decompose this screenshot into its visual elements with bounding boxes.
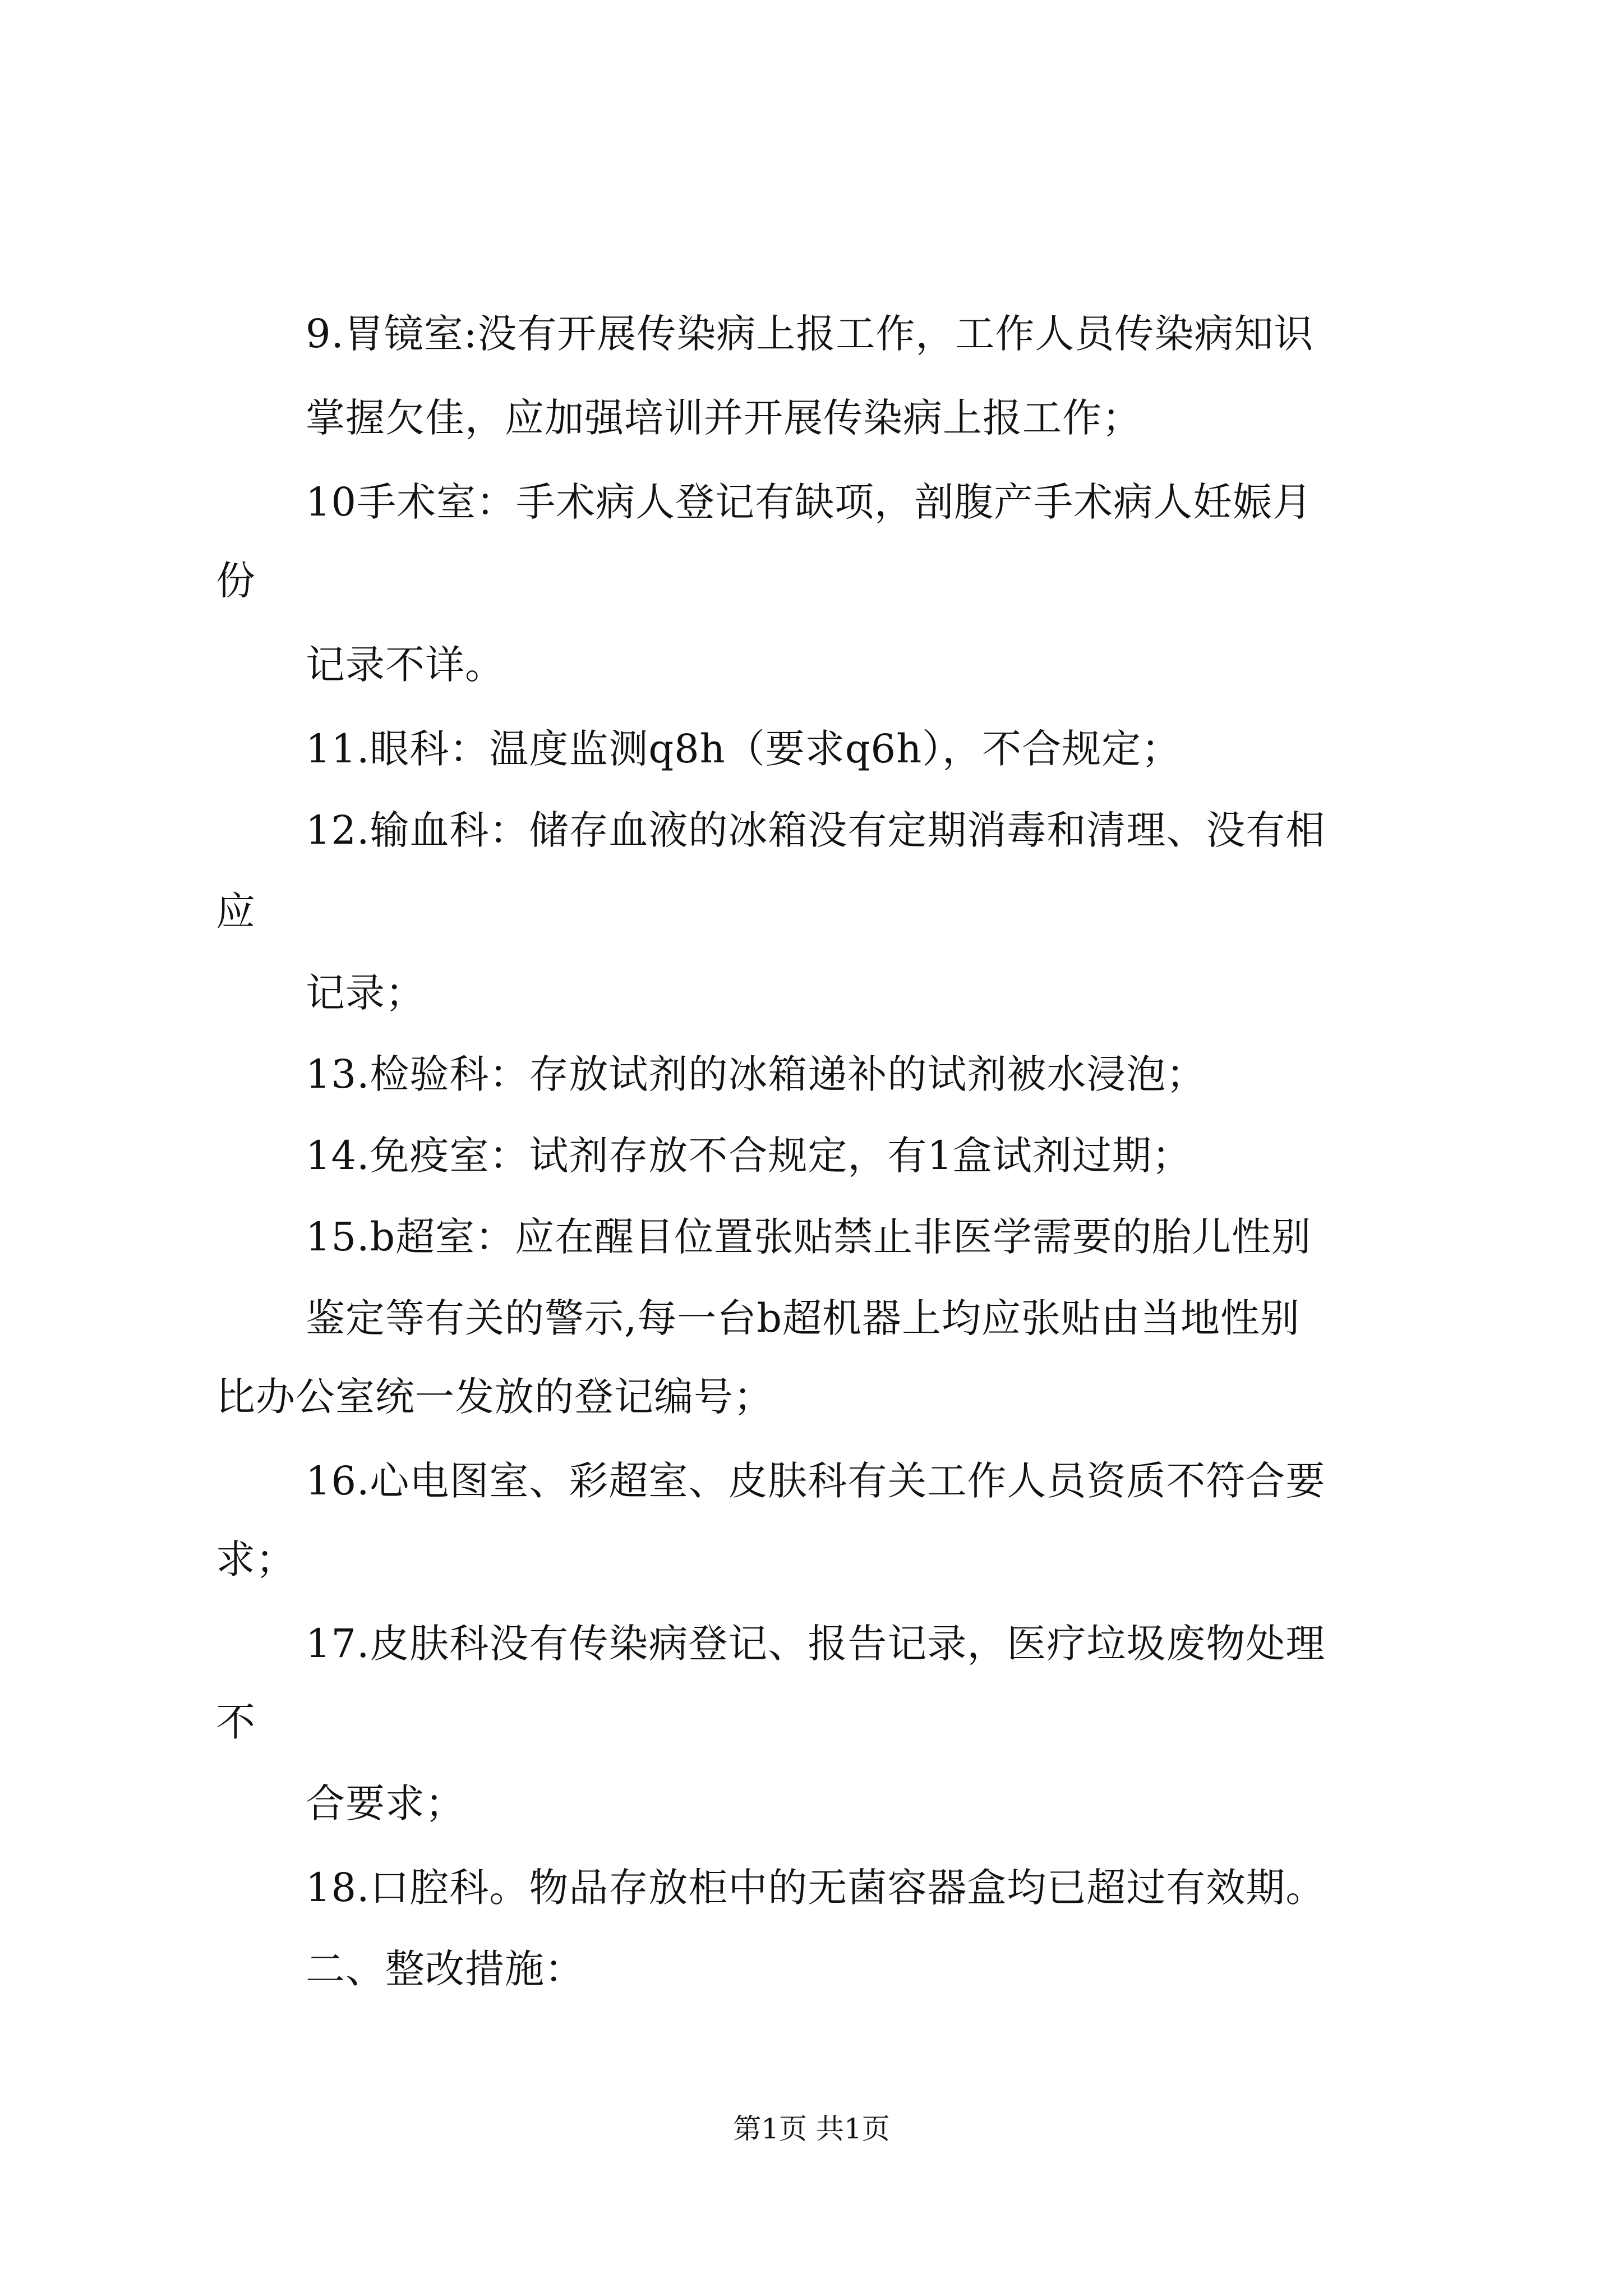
text-line: 求； (216, 1536, 296, 1582)
text-line: 掌握欠佳，应加强培训并开展传染病上报工作； (306, 395, 1142, 441)
text-line: 不 (216, 1699, 256, 1745)
text-line: 记录； (306, 970, 425, 1016)
text-line: 应 (216, 889, 256, 935)
text-line: 11.眼科：温度监测q8h（要求q6h），不合规定； (306, 726, 1182, 772)
text-line: 12.输血科：储存血液的冰箱没有定期消毒和清理、没有相 (306, 807, 1326, 853)
text-line: 16.心电图室、彩超室、皮肤科有关工作人员资质不符合要 (306, 1458, 1326, 1504)
text-line: 合要求； (306, 1780, 465, 1826)
text-line: 份 (216, 558, 256, 604)
text-line: 17.皮肤科没有传染病登记、报告记录，医疗垃圾废物处理 (306, 1621, 1326, 1667)
text-line: 13.检验科：存放试剂的冰箱递补的试剂被水浸泡； (306, 1051, 1206, 1097)
text-line: 9.胃镜室:没有开展传染病上报工作，工作人员传染病知识 (306, 311, 1314, 357)
text-line: 14.免疫室：试剂存放不合规定，有1盒试剂过期； (306, 1133, 1192, 1179)
section-heading: 二、整改措施： (306, 1946, 584, 1992)
text-line: 记录不详。 (306, 642, 505, 688)
text-line: 比办公室统一发放的登记编号； (216, 1374, 773, 1420)
text-line: 18.口腔科。物品存放柜中的无菌容器盒均已超过有效期。 (306, 1865, 1326, 1911)
text-line: 鉴定等有关的警示,每一台b超机器上均应张贴由当地性别 (306, 1295, 1301, 1341)
page-footer: 第1页 共1页 (733, 2113, 890, 2145)
text-line: 10手术室：手术病人登记有缺项，剖腹产手术病人妊娠月 (306, 479, 1313, 525)
text-line: 15.b超室：应在醒目位置张贴禁止非医学需要的胎儿性别 (306, 1214, 1312, 1260)
